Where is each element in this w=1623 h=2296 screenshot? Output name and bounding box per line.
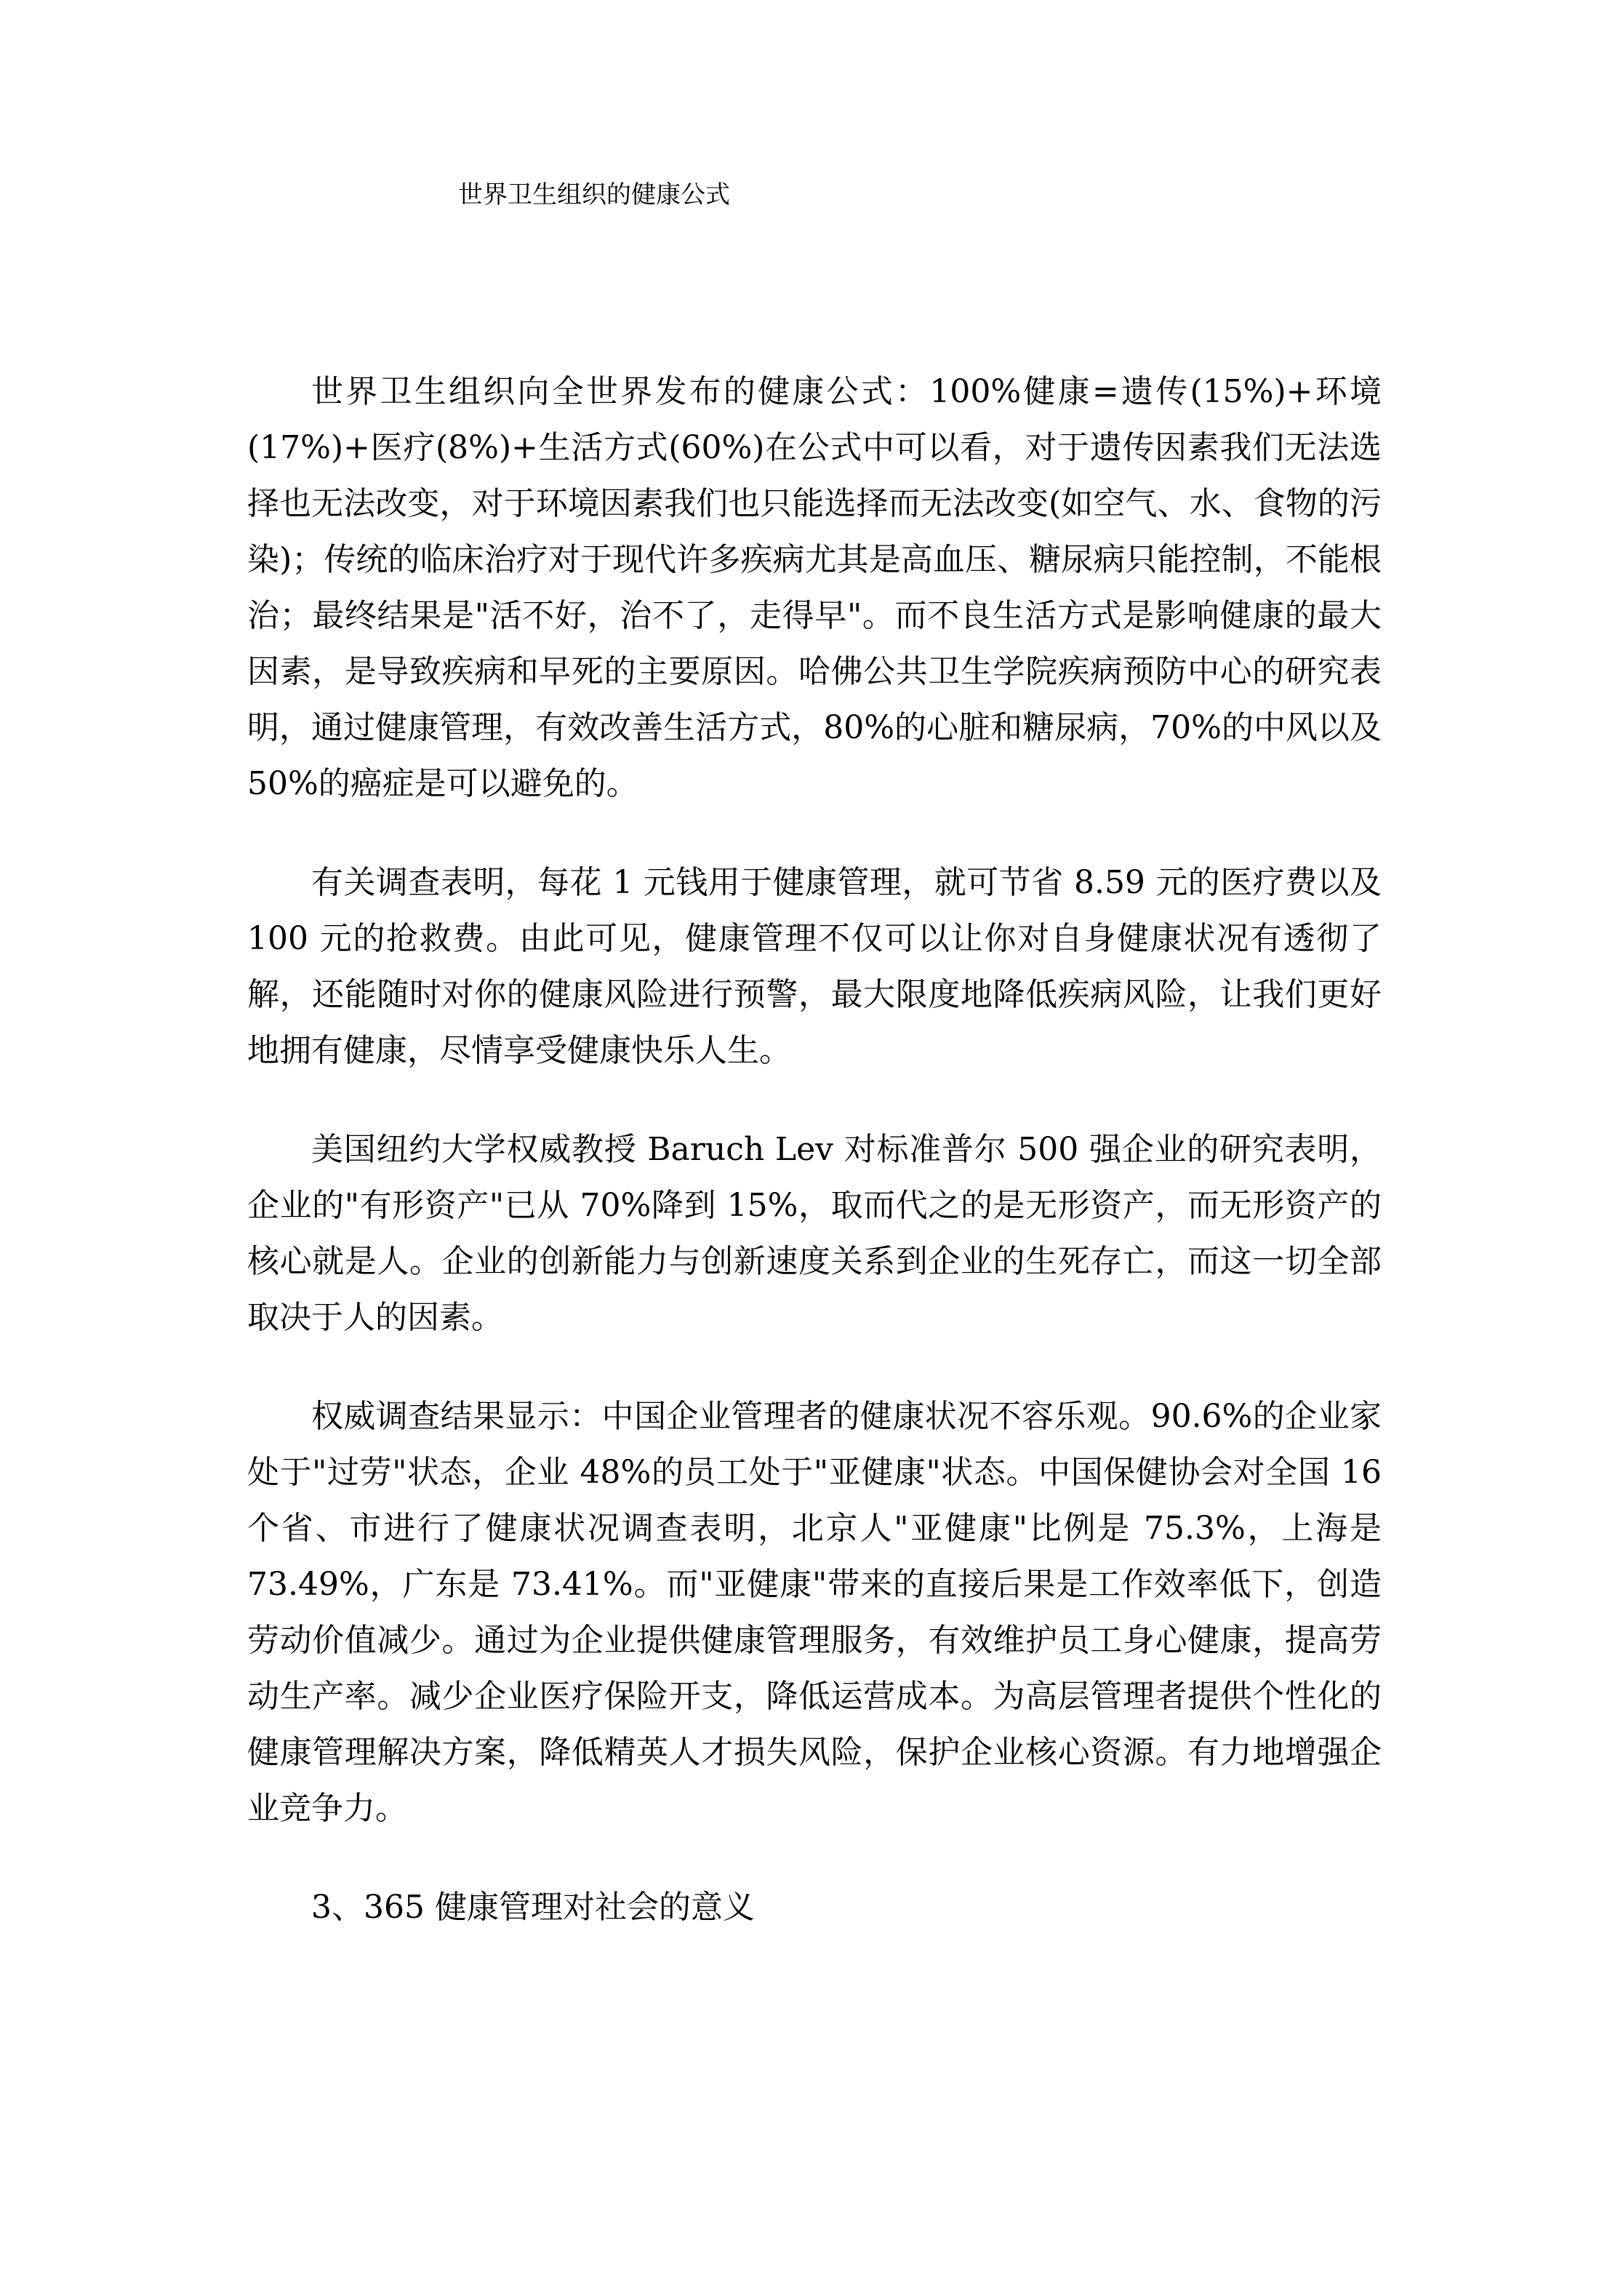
- paragraph-intangible-assets: 美国纽约大学权威教授 Baruch Lev 对标准普尔 500 强企业的研究表明，企业的"有形资产"已从 70%降到 15%，取而代之的是无形资产，而无形资产的核心就是人。企业的创新能力与创新速度关系到企业的生死存亡，而这一切全部取决于人的因素。: [247, 1131, 1382, 1336]
- paragraph-health-management-savings: 有关调查表明，每花 1 元钱用于健康管理，就可节省 8.59 元的医疗费以及 100 元的抢救费。由此可见，健康管理不仅可以让你对自身健康状况有透彻了解，还能随时对你的健康风险进行预警，最大限度地降低疾病风险，让我们更好地拥有健康，尽情享受健康快乐人生。: [247, 864, 1382, 1069]
- paragraph-health-formula: 世界卫生组织向全世界发布的健康公式：100%健康=遗传(15%)+环境(17%)+医疗(8%)+生活方式(60%)在公式中可以看，对于遗传因素我们无法选择也无法改变，对于环境因素我们也只能选择而无法改变(如空气、水、食物的污染)；传统的临床治疗对于现代许多疾病尤其是高血压、糖尿病只能控制，不能根治；最终结果是"活不好，治不了，走得早"。而不良生活方式是影响健康的最大因素，是导致疾病和早死的主要原因。哈佛公共卫生学院疾病预防中心的研究表明，通过健康管理，有效改善生活方式，80%的心脏和糖尿病，70%的中风以及50%的癌症是可以避免的。: [247, 373, 1382, 802]
- section-heading-social-significance: 3、365 健康管理对社会的意义: [311, 1889, 755, 1926]
- document-body: [247, 364, 1382, 1935]
- document-title: 世界卫生组织的健康公式: [458, 180, 730, 209]
- paragraph-sub-health-survey: 权威调查结果显示：中国企业管理者的健康状况不容乐观。90.6%的企业家处于"过劳"状态，企业 48%的员工处于"亚健康"状态。中国保健协会对全国 16 个省、市进行了健康状况调查表明，北京人"亚健康"比例是 75.3%，上海是 73.49%，广东是 73.41%。而"亚健康"带来的直接后果是工作效率低下，创造劳动价值减少。通过为企业提供健康管理服务，有效维护员工身心健康，提高劳动生产率。减少企业医疗保险开支，降低运营成本。为高层管理者提供个性化的健康管理解决方案，降低精英人才损失风险，保护企业核心资源。有力地增强企业竞争力。: [247, 1398, 1382, 1827]
